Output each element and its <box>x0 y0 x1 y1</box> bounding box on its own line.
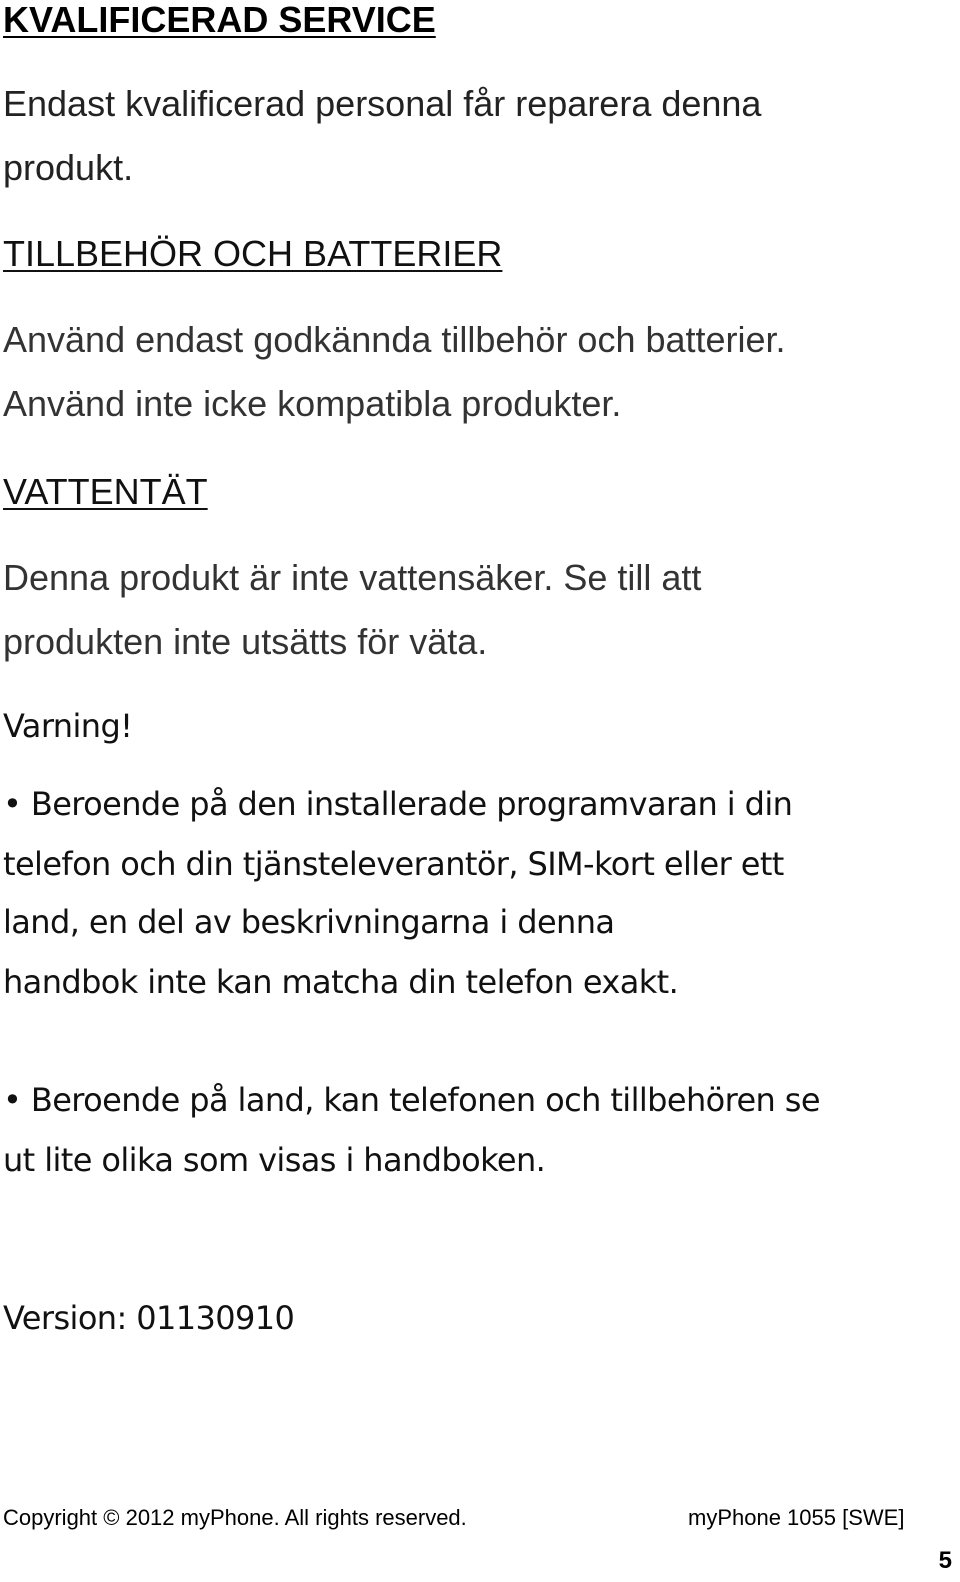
page-number: 5 <box>938 1547 952 1574</box>
heading-qualified-service: KVALIFICERAD SERVICE <box>3 0 436 40</box>
heading-waterproof: VATTENTÄT <box>3 471 208 512</box>
version-label: Version: 01130910 <box>3 1299 295 1337</box>
warning-bullet1-line-3: land, en del av beskrivningarna i denna <box>3 903 615 941</box>
warning-bullet2-line-1: • Beroende på land, kan telefonen och tillbehören se <box>3 1081 820 1119</box>
waterproof-line-1: Denna produkt är inte vattensäker. Se till att <box>3 557 702 598</box>
warning-bullet2-line-2: ut lite olika som visas i handboken. <box>3 1141 546 1179</box>
footer-copyright: Copyright © 2012 myPhone. All rights reserved. <box>3 1505 467 1530</box>
qualified-service-line-1: Endast kvalificerad personal får reparera denna <box>3 83 762 124</box>
qualified-service-line-2: produkt. <box>3 147 134 188</box>
warning-bullet1-line-4: handbok inte kan matcha din telefon exakt. <box>3 963 679 1001</box>
warning-bullet1-line-1: • Beroende på den installerade programvaran i din <box>3 785 793 823</box>
footer-product: myPhone 1055 [SWE] <box>688 1505 905 1530</box>
heading-accessories: TILLBEHÖR OCH BATTERIER <box>3 233 503 274</box>
accessories-line-1: Använd endast godkännda tillbehör och batterier. <box>3 319 786 360</box>
warning-heading: Varning! <box>3 707 133 745</box>
waterproof-line-2: produkten inte utsätts för väta. <box>3 621 488 662</box>
accessories-line-2: Använd inte icke kompatibla produkter. <box>3 383 622 424</box>
warning-bullet1-line-2: telefon och din tjänsteleverantör, SIM-kort eller ett <box>3 845 784 883</box>
